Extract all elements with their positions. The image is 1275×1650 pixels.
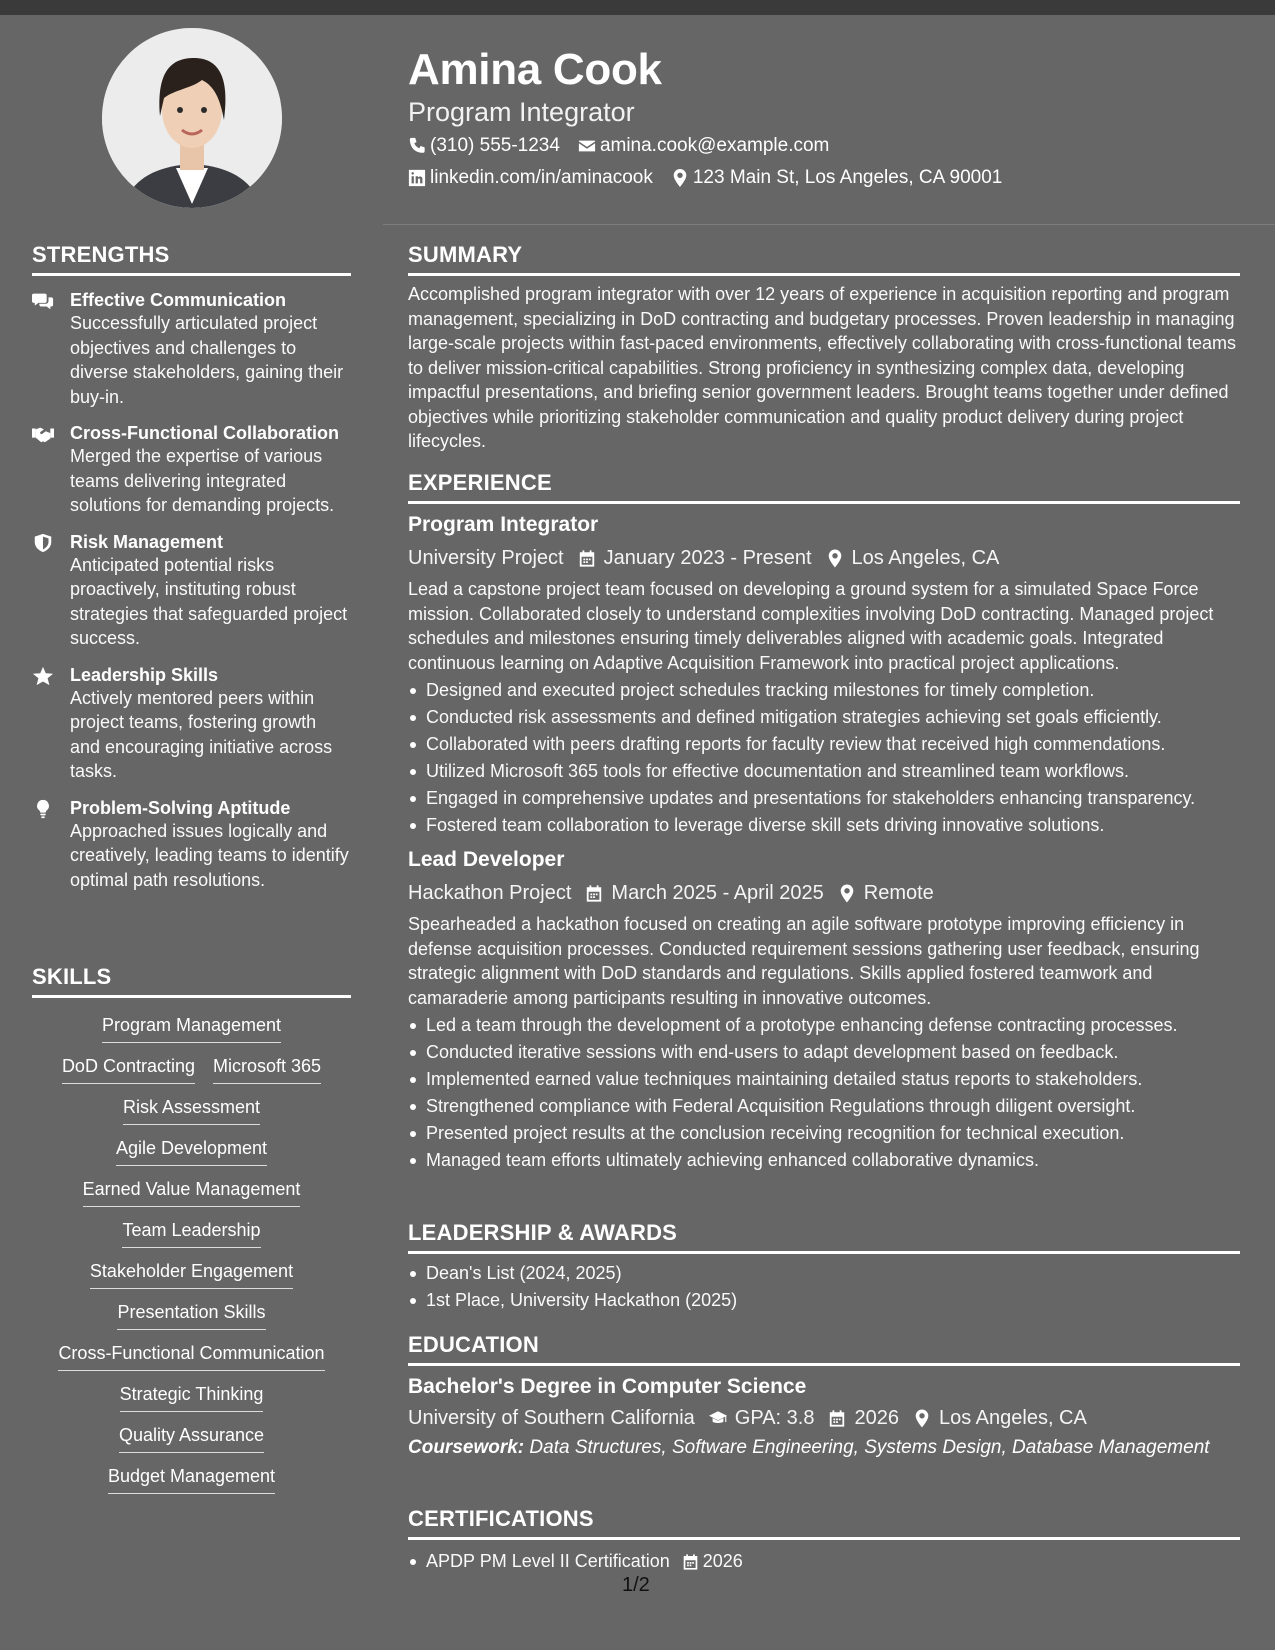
job-dates: January 2023 - Present <box>603 547 812 569</box>
strength-item <box>32 531 351 651</box>
skills-title: SKILLS <box>32 964 351 998</box>
experience-section <box>408 470 1240 1174</box>
list-item <box>408 1548 1240 1575</box>
coursework-text: Data Structures, Software Engineering, Systems Design, Database Management <box>524 1437 1210 1458</box>
job-meta <box>408 880 1240 906</box>
certifications-section <box>408 1506 1240 1575</box>
strength-desc: Merged the expertise of various teams delivering integrated solutions for demanding projects. <box>70 446 335 515</box>
phone-icon <box>408 137 426 155</box>
candidate-role: Program Integrator <box>408 97 635 127</box>
list-item: Fostered team collaboration to leverage diverse skill sets driving innovative solutions. <box>408 812 1240 839</box>
job-entry <box>408 512 1240 839</box>
linkedin-text[interactable]: linkedin.com/in/aminacook <box>430 167 653 188</box>
skills-list <box>32 1012 351 1494</box>
strengths-title: STRENGTHS <box>32 242 351 276</box>
awards-section <box>408 1220 1240 1314</box>
coursework-label: Coursework: <box>408 1437 525 1458</box>
graduation-year: 2026 <box>854 1407 899 1429</box>
education-meta <box>408 1405 1240 1431</box>
job-location: Remote <box>863 882 934 904</box>
education-section <box>408 1332 1240 1460</box>
map-marker-icon <box>671 169 689 187</box>
job-dates: March 2025 - April 2025 <box>611 882 824 904</box>
list-item: Utilized Microsoft 365 tools for effective documentation and streamlined team workflows. <box>408 758 1240 785</box>
linkedin-contact[interactable] <box>408 166 653 190</box>
skill-tag: Team Leadership <box>122 1217 260 1248</box>
page-number: 1/2 <box>622 1574 650 1596</box>
experience-title: EXPERIENCE <box>408 470 1240 504</box>
strength-desc: Successfully articulated project objectives and challenges to diverse stakeholders, gaining their buy-in. <box>70 313 344 407</box>
list-item: 1st Place, University Hackathon (2025) <box>408 1287 1240 1314</box>
list-item: Presented project results at the conclusion receiving recognition for technical execution. <box>408 1120 1240 1147</box>
handshake-icon <box>32 422 70 518</box>
job-title: Program Integrator <box>408 513 599 536</box>
top-bar <box>0 0 1275 15</box>
job-bullets <box>408 677 1240 839</box>
profile-photo <box>102 28 282 208</box>
skill-tag: Budget Management <box>108 1463 275 1494</box>
job-title: Lead Developer <box>408 848 565 871</box>
skill-tag: Strategic Thinking <box>120 1381 264 1412</box>
skills-section <box>32 964 351 1494</box>
skill-tag: Earned Value Management <box>83 1176 301 1207</box>
list-item: Conducted iterative sessions with end-users to adapt development based on feedback. <box>408 1039 1240 1066</box>
job-entry <box>408 847 1240 1174</box>
certifications-title: CERTIFICATIONS <box>408 1506 1240 1540</box>
candidate-name: Amina Cook <box>408 45 662 94</box>
header-divider <box>383 224 1275 225</box>
strengths-section <box>32 242 351 892</box>
envelope-icon <box>578 137 596 155</box>
strength-title: Risk Management <box>70 531 224 552</box>
skill-tag: Stakeholder Engagement <box>90 1258 293 1289</box>
skill-tag: Program Management <box>102 1012 281 1043</box>
summary-title: SUMMARY <box>408 242 1240 276</box>
strength-item <box>32 289 351 409</box>
awards-title: LEADERSHIP & AWARDS <box>408 1220 1240 1254</box>
list-item: Led a team through the development of a prototype enhancing defense contracting processes. <box>408 1012 1240 1039</box>
list-item: Managed team efforts ultimately achieving enhanced collaborative dynamics. <box>408 1147 1240 1174</box>
contact-row-1 <box>408 134 847 158</box>
awards-list <box>408 1260 1240 1314</box>
job-meta <box>408 545 1240 571</box>
phone-contact <box>408 134 560 158</box>
coursework <box>408 1436 1240 1460</box>
strength-desc: Anticipated potential risks proactively, instituting robust strategies that safeguarded project success. <box>70 554 348 648</box>
skill-tag: Quality Assurance <box>119 1422 264 1453</box>
comments-icon <box>32 289 70 409</box>
linkedin-icon <box>408 169 426 187</box>
list-item: Dean's List (2024, 2025) <box>408 1260 1240 1287</box>
job-location: Los Angeles, CA <box>851 547 1000 569</box>
list-item: Engaged in comprehensive updates and presentations for stakeholders enhancing transparency. <box>408 785 1240 812</box>
shield-icon <box>32 531 70 651</box>
calendar-icon <box>578 549 596 568</box>
job-org: Hackathon Project <box>408 882 572 904</box>
address-contact <box>671 166 1003 190</box>
job-org: University Project <box>408 547 564 569</box>
certifications-list <box>408 1548 1240 1575</box>
job-description: Spearheaded a hackathon focused on creating an agile software prototype improving efficiency in defense acquisition processes. Conducted requirement sessions gathering user feedback, ensuring strategic alignment with DoD standards and regulations. Skills applied fostered teamwork and camaraderie among participants resulting in innovative outcomes. <box>408 914 1200 1008</box>
education-title: EDUCATION <box>408 1332 1240 1366</box>
email-contact[interactable] <box>578 134 829 158</box>
summary-text: Accomplished program integrator with over 12 years of experience in acquisition reporting and program management, specializing in DoD contracting and budgetary processes. Proven leadership in managing large-scale projects within fast-paced environments, effectively collaborating with cross-functional teams to deliver mission-critical capabilities. Strong proficiency in synthesizing complex data, developing impactful presentations, and briefing senior government leaders. Brought teams together under defined objectives while prioritizing stakeholder communication and quality product delivery during project lifecycles. <box>408 284 1237 451</box>
gpa: GPA: 3.8 <box>734 1407 815 1429</box>
calendar-icon <box>682 1553 699 1571</box>
skill-tag: Cross-Functional Communication <box>58 1340 324 1371</box>
skill-tag: Microsoft 365 <box>213 1053 321 1084</box>
list-item: Conducted risk assessments and defined mitigation strategies achieving set goals efficiently. <box>408 704 1240 731</box>
job-bullets <box>408 1012 1240 1174</box>
list-item: Implemented earned value techniques maintaining detailed status reports to stakeholders. <box>408 1066 1240 1093</box>
strength-item <box>32 797 351 893</box>
cert-year: 2026 <box>702 1551 743 1571</box>
cert-name: APDP PM Level II Certification <box>426 1551 670 1571</box>
list-item: Collaborated with peers drafting reports for faculty review that received high commendations. <box>408 731 1240 758</box>
graduation-cap-icon <box>709 1409 727 1428</box>
lightbulb-icon <box>32 797 70 893</box>
calendar-icon <box>828 1409 846 1428</box>
strength-title: Cross-Functional Collaboration <box>70 423 340 443</box>
strength-title: Leadership Skills <box>70 664 219 685</box>
skill-tag: Risk Assessment <box>123 1094 260 1125</box>
map-marker-icon <box>838 884 856 903</box>
school-location: Los Angeles, CA <box>938 1407 1087 1429</box>
skill-tag: Agile Development <box>116 1135 267 1166</box>
skill-tag: DoD Contracting <box>62 1053 195 1084</box>
list-item: Designed and executed project schedules tracking milestones for timely completion. <box>408 677 1240 704</box>
strength-item <box>32 664 351 784</box>
strength-desc: Actively mentored peers within project teams, fostering growth and encouraging initiative across tasks. <box>70 687 333 781</box>
strength-desc: Approached issues logically and creatively, leading teams to identify optimal path resolutions. <box>70 820 349 890</box>
calendar-icon <box>585 884 603 903</box>
strength-title: Effective Communication <box>70 290 287 310</box>
school-name: University of Southern California <box>408 1407 695 1429</box>
email-text[interactable]: amina.cook@example.com <box>599 135 830 156</box>
map-marker-icon <box>826 549 844 568</box>
strength-title: Problem-Solving Aptitude <box>70 797 291 818</box>
degree-title: Bachelor's Degree in Computer Science <box>408 1375 807 1398</box>
contact-row-2 <box>408 166 1020 190</box>
star-icon <box>32 664 70 784</box>
skill-tag: Presentation Skills <box>117 1299 265 1330</box>
map-marker-icon <box>913 1409 931 1428</box>
job-description: Lead a capstone project team focused on developing a ground system for a simulated Space Force mission. Collaborated closely to understand complexities involving DoD contracting. Managed project schedules and milestones ensuring timely deliverables aligned with academic goals. Integrated continuous learning on Adaptive Acquisition Framework into practical project applications. <box>408 579 1214 673</box>
phone-text: (310) 555-1234 <box>430 135 560 156</box>
summary-section <box>408 242 1240 454</box>
address-text: 123 Main St, Los Angeles, CA 90001 <box>692 167 1003 188</box>
strength-item <box>32 422 351 518</box>
list-item: Strengthened compliance with Federal Acquisition Regulations through diligent oversight. <box>408 1093 1240 1120</box>
